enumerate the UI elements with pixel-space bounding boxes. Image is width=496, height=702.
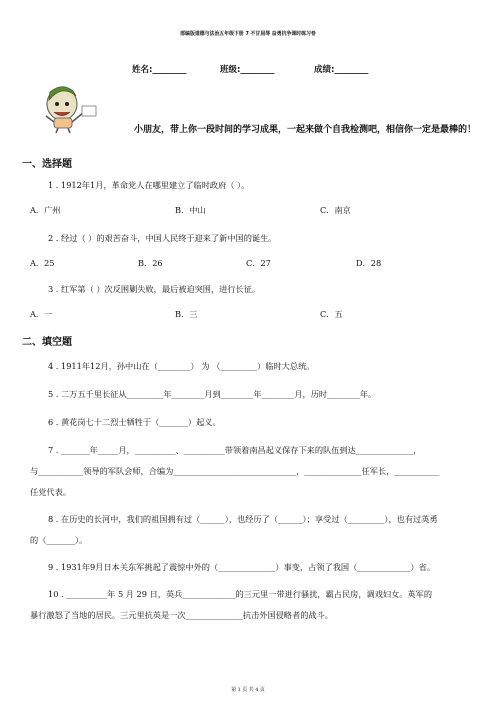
- question-8-line-2: 的（_______）。: [30, 535, 88, 545]
- page-footer: 第 1 页 共 4 页: [231, 687, 265, 693]
- question-2: 2 . 经过（ ）的艰苦奋斗，中国人民终于迎来了新中国的诞生。: [48, 233, 277, 243]
- question-8-line-1: 8 . 在历史的长河中，我们的祖国拥有过（______），也经历了（______）；享受过（_________），也有过英勇: [48, 514, 438, 524]
- question-10-line-1: 10 . __________年 5 月 29 日，英兵_____________的三元里一带进行骚扰，霸占民房，调戏妇女。英军的: [48, 589, 433, 599]
- question-7-line-1: 7 . _______年_____月，__________、__________带领着南昌起义保存下来的队伍到达______________，: [48, 445, 422, 455]
- score-field: 成绩:________: [314, 65, 369, 75]
- q3-option-a: A．一: [30, 309, 53, 319]
- q2-option-c: C．27: [246, 258, 271, 268]
- class-field: 班级:________: [220, 65, 275, 75]
- intro-text: 小朋友，带上你一段时间的学习成果，一起来做个自我检测吧，相信你一定是最棒的！: [134, 125, 477, 135]
- question-4: 4 . 1911年12月，孙中山在（________） 为 （_________）临时大总统。: [48, 361, 315, 371]
- question-1: 1 . 1912年1月，革命党人在哪里建立了临时政府（ ）。: [48, 180, 250, 190]
- mascot-illustration: [40, 82, 104, 134]
- question-6: 6 . 黄花岗七十二烈士牺牲于（_______）起义。: [48, 417, 221, 427]
- question-7-line-2: 与___________领导的军队会师，合编为______________________________，______________任军长，___________: [30, 466, 440, 476]
- page-title: 部编版道德与法治五年级下册 7 不甘屈辱 奋勇抗争课时练习卷: [180, 31, 316, 37]
- section-fill-heading: 二、填空题: [22, 337, 72, 348]
- name-field: 姓名:________: [132, 65, 187, 75]
- section-choice-heading: 一、选择题: [22, 159, 72, 170]
- q1-option-a: A．广州: [30, 205, 61, 215]
- question-5: 5 . 二万五千里长征从_________年________月到________年________月，历时________年。: [48, 389, 377, 399]
- q2-option-d: D．28: [356, 258, 382, 268]
- question-10-line-2: 暴行激怒了当地的居民。三元里抗英是一次______________抗击外国侵略者的战斗。: [30, 610, 333, 620]
- q1-option-c: C．南京: [320, 205, 351, 215]
- q3-option-c: C．五: [320, 309, 343, 319]
- question-3: 3 . 红军第（ ）次反围剿失败，最后被迫突围，进行长征。: [48, 284, 261, 294]
- question-7-line-3: 任党代表。: [30, 487, 71, 497]
- question-9: 9 . 1931年9月日本关东军挑起了震惊中外的（______________）事变，占领了我国（_____________）省。: [48, 562, 436, 572]
- q2-option-a: A．25: [30, 258, 55, 268]
- q1-option-b: B．中山: [175, 205, 206, 215]
- q3-option-b: B．三: [175, 309, 198, 319]
- q2-option-b: B．26: [138, 258, 163, 268]
